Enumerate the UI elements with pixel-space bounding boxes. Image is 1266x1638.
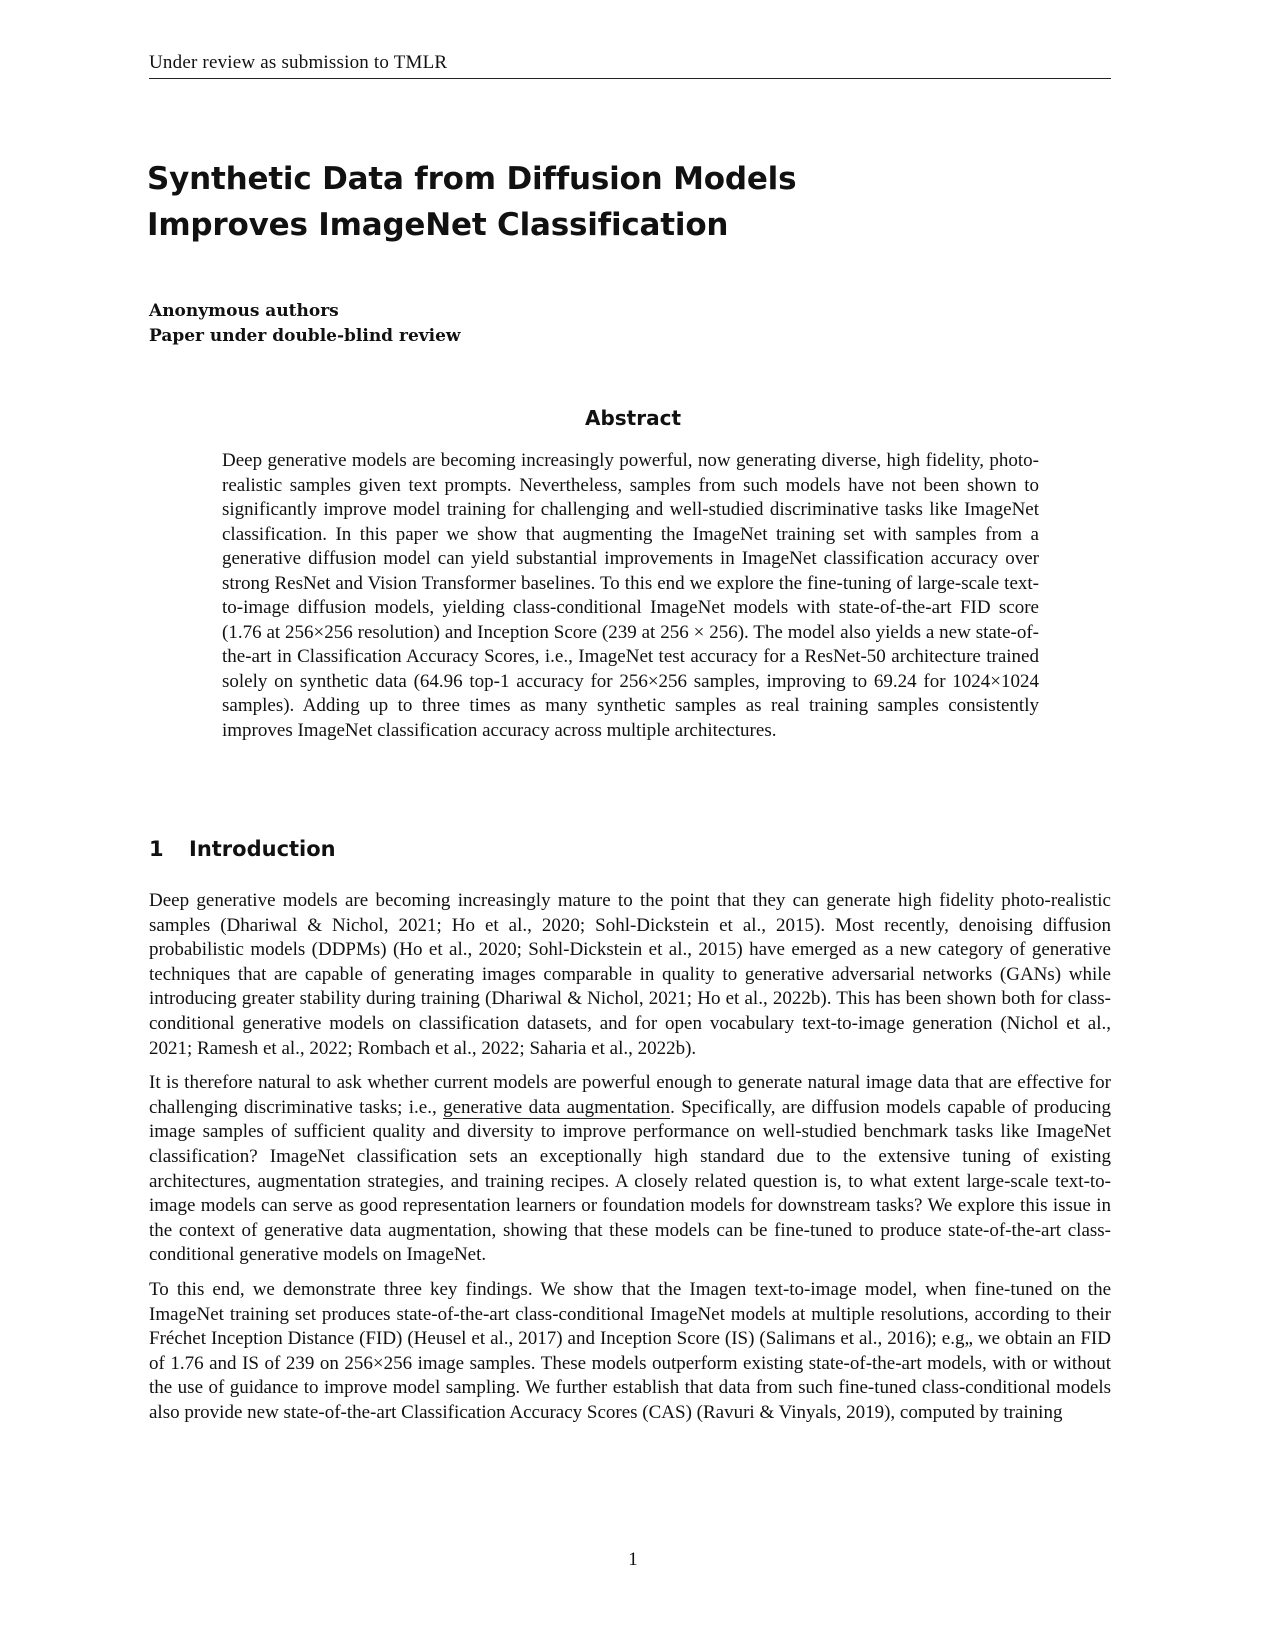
section-number: 1 (149, 837, 164, 861)
paragraph: Deep generative models are becoming increasingly mature to the point that they can generate high fidelity photo-realistic samples (Dhariwal & Nichol, 2021; Ho et al., 2020; Sohl-Dickstein et al., 2015). Most recently, denoising diffusion probabilistic models (DDPMs) (Ho et al., 2020; Sohl-Dickstein et al., 2015) have emerged as a new category of generative techniques that are capable of generating images comparable in quality to generative adversarial networks (GANs) while introducing greater stability during training (Dhariwal & Nichol, 2021; Ho et al., 2022b). This has been shown both for class-conditional generative models on classification datasets, and for open vocabulary text-to-image generation (Nichol et al., 2021; Ramesh et al., 2022; Rombach et al., 2022; Saharia et al., 2022b). (149, 890, 1111, 1059)
author-block (149, 299, 461, 349)
paragraph-text: . Specifically, are diffusion models capable of producing image samples of sufficient quality and diversity to improve performance on well-studied benchmark tasks like ImageNet classification? ImageNet classification sets an exceptionally high standard due to the extensive tuning of existing architectures, augmentation strategies, and training recipes. A closely related question is, to what extent large-scale text-to-image models can serve as good representation learners or foundation models for downstream tasks? We explore this issue in the context of generative data augmentation, showing that these models can be fine-tuned to produce state-of-the-art class-conditional generative models on ImageNet. (149, 1096, 1111, 1266)
abstract-heading: Abstract (584, 406, 682, 430)
paper-title-line-2: Improves ImageNet Classification (147, 207, 729, 243)
paragraph (149, 1071, 1111, 1268)
paper-title-line-1: Synthetic Data from Diffusion Models (147, 161, 797, 197)
review-status: Paper under double-blind review (149, 326, 461, 346)
author-names: Anonymous authors (149, 301, 339, 321)
paper-title (147, 156, 1047, 248)
emphasized-term: generative data augmentation (443, 1096, 671, 1118)
page-number: 1 (628, 1549, 638, 1570)
paragraph-text: It is therefore natural to ask whether current models are powerful enough to generate natural image data that are effective for challenging discriminative tasks; i.e., (149, 1072, 1111, 1118)
running-head: Under review as submission to TMLR (149, 52, 1111, 79)
section-title: Introduction (189, 837, 336, 861)
section-heading (149, 837, 336, 861)
paragraph: To this end, we demonstrate three key findings. We show that the Imagen text-to-image model, when fine-tuned on the ImageNet training set produces state-of-the-art class-conditional ImageNet models at multiple resolutions, according to their Fréchet Inception Distance (FID) (Heusel et al., 2017) and Inception Score (IS) (Salimans et al., 2016); e.g„ we obtain an FID of 1.76 and IS of 239 on 256×256 image samples. These models outperform existing state-of-the-art models, with or without the use of guidance to improve model sampling. We further establish that data from such fine-tuned class-conditional models also provide new state-of-the-art Classification Accuracy Scores (CAS) (Ravuri & Vinyals, 2019), computed by training (149, 1278, 1111, 1423)
abstract-text: Deep generative models are becoming increasingly powerful, now generating diverse, high fidelity, photo-realistic samples given text prompts. Nevertheless, samples from such models have not been shown to significantly improve model training for challenging and well-studied discriminative tasks like ImageNet classification. In this paper we show that augmenting the ImageNet training set with samples from a generative diffusion model can yield substantial improvements in ImageNet classification accuracy over strong ResNet and Vision Transformer baselines. To this end we explore the fine-tuning of large-scale text-to-image diffusion models, yielding class-conditional ImageNet models with state-of-the-art FID score (1.76 at 256×256 resolution) and Inception Score (239 at 256 × 256). The model also yields a new state-of-the-art in Classification Accuracy Scores, i.e., ImageNet test accuracy for a ResNet-50 architecture trained solely on synthetic data (64.96 top-1 accuracy for 256×256 samples, improving to 69.24 for 1024×1024 samples). Adding up to three times as many synthetic samples as real training samples consistently improves ImageNet classification accuracy across multiple architectures. (222, 450, 1039, 741)
introduction-body (149, 889, 1111, 1435)
